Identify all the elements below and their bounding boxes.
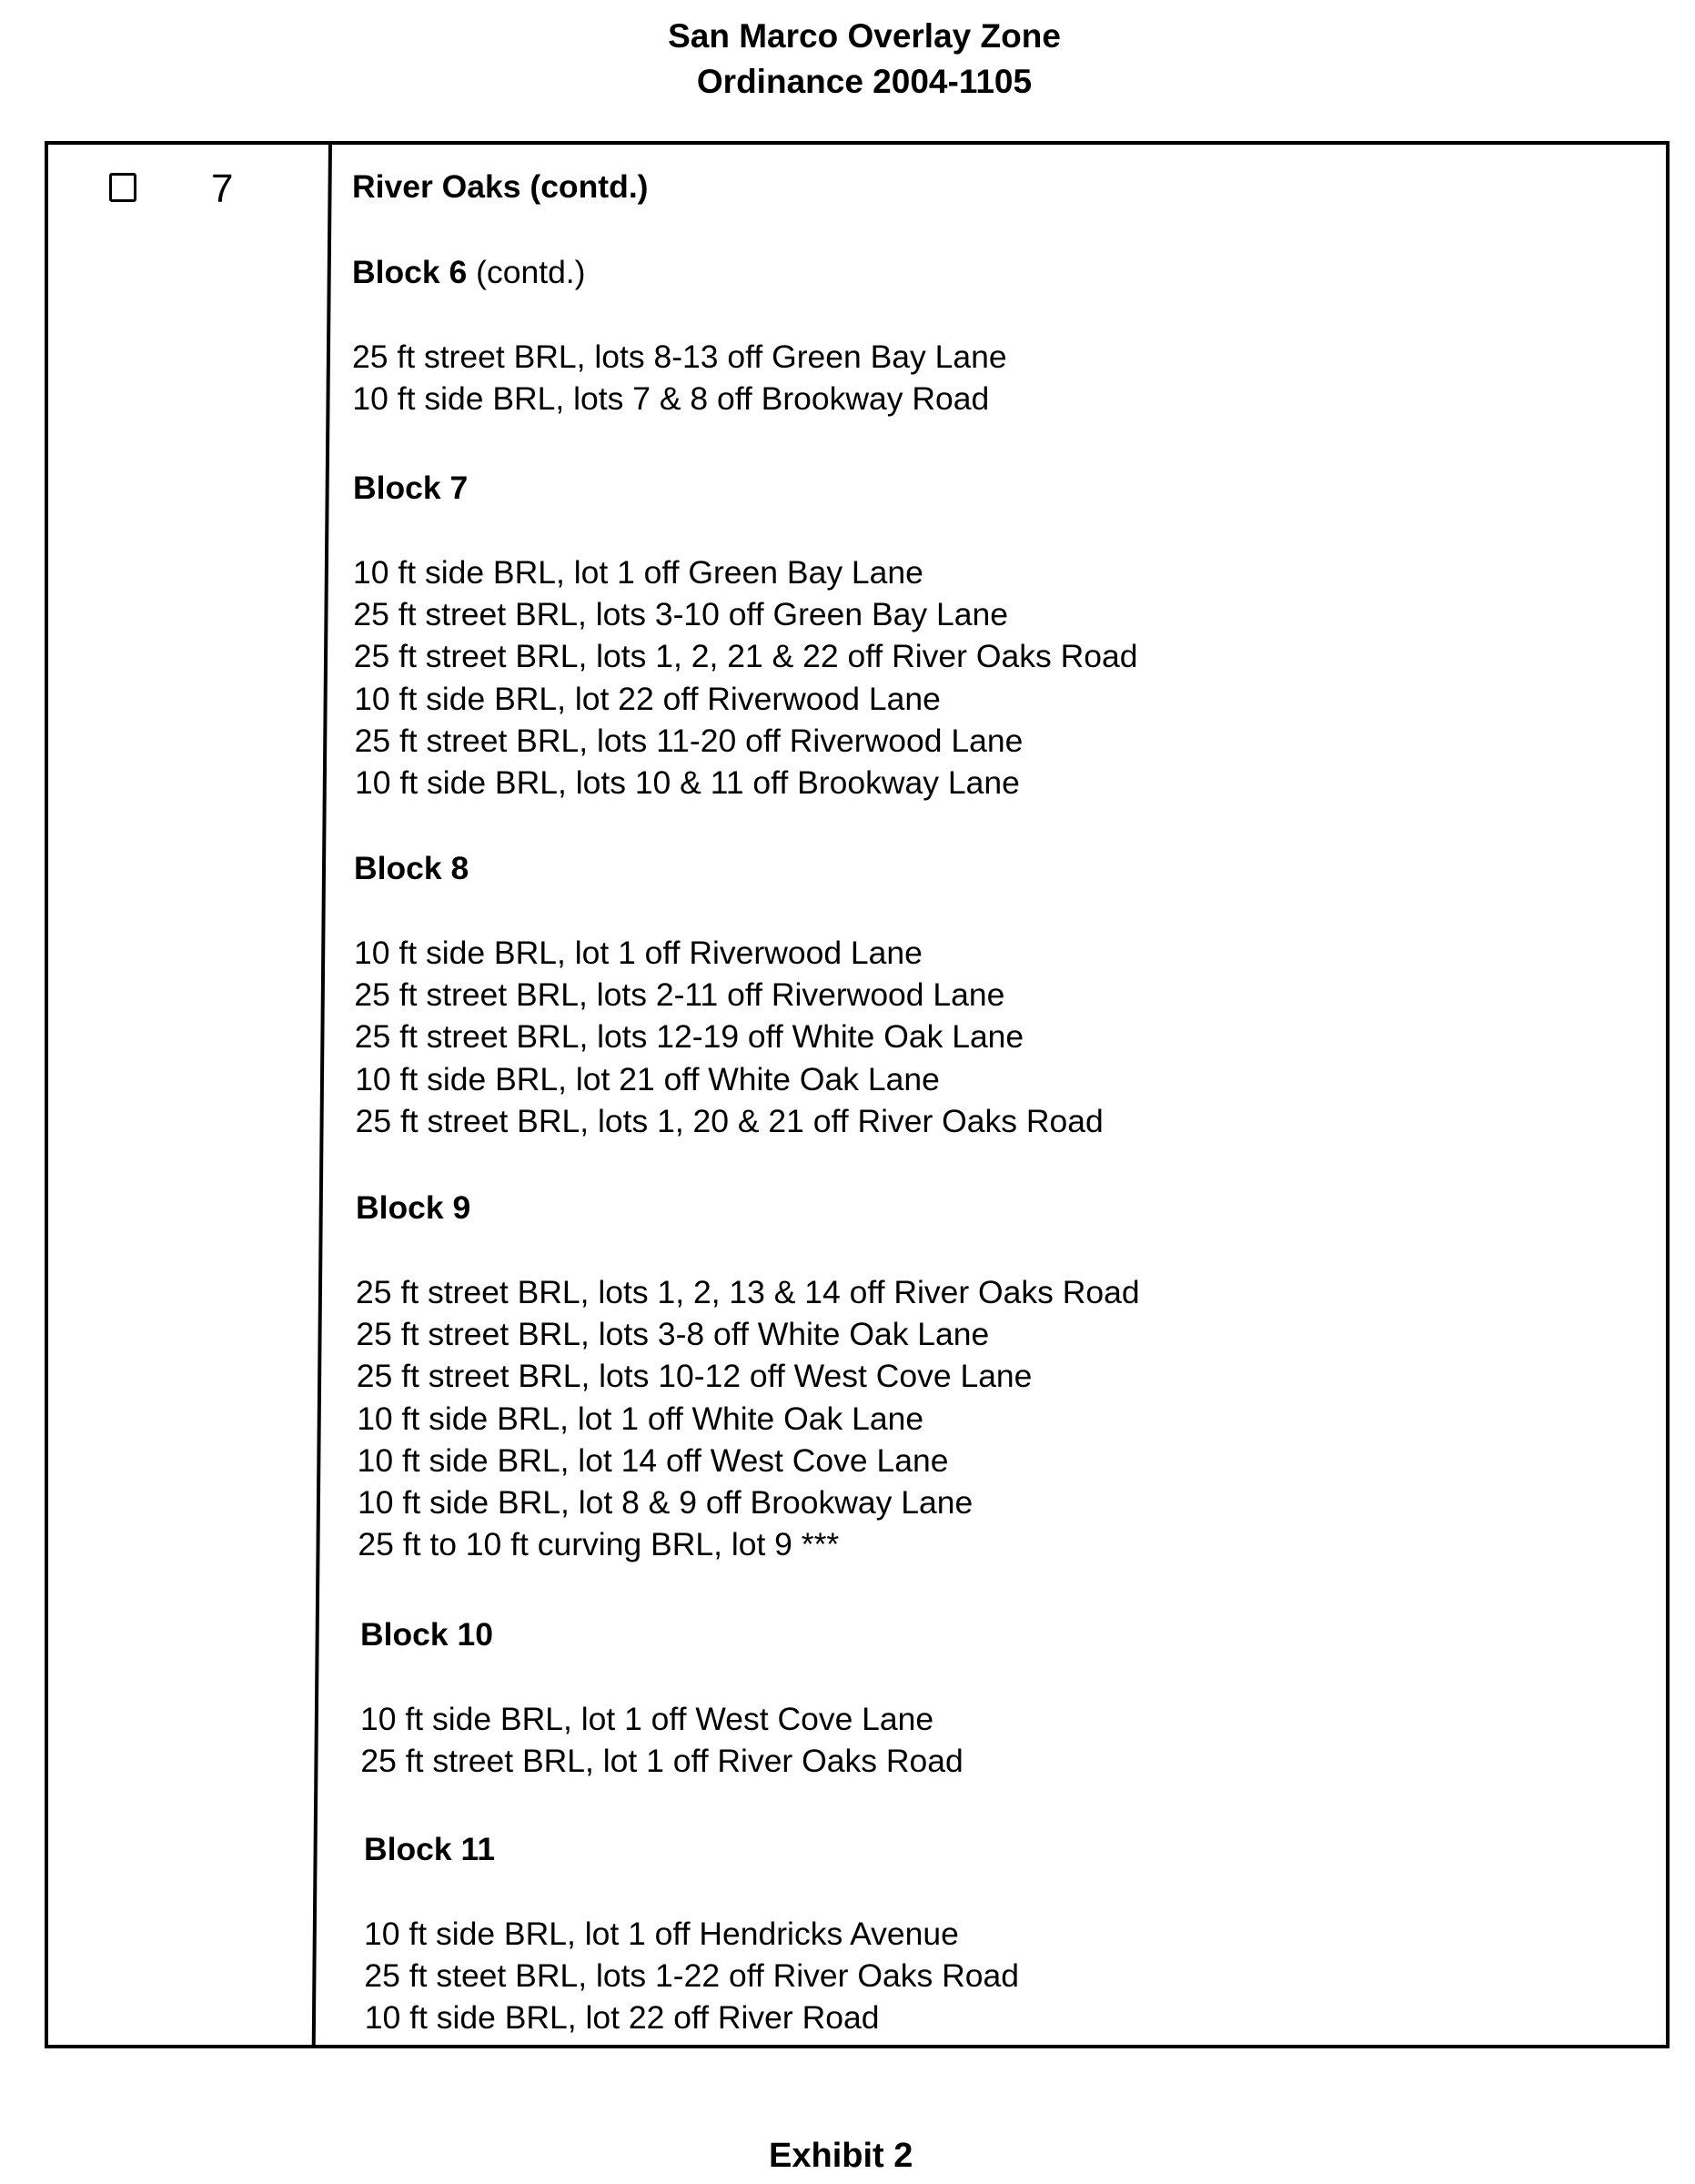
title-line-2: Ordinance 2004-1105: [696, 63, 1033, 100]
block-label: Block 8: [354, 850, 469, 886]
block-label: Block 6: [352, 254, 468, 290]
brl-entry: 25 ft street BRL, lots 12-19 off White Oak Lane: [354, 1018, 1024, 1056]
row-number: 7: [211, 167, 234, 211]
brl-entry: 10 ft side BRL, lot 22 off River Road: [364, 1999, 880, 2037]
brl-entry: 25 ft to 10 ft curving BRL, lot 9 ***: [358, 1526, 840, 1563]
brl-entry: 10 ft side BRL, lot 14 off West Cove Lane: [357, 1441, 949, 1479]
brl-entry: 25 ft street BRL, lots 1, 2, 21 & 22 off River Oaks Road: [353, 638, 1138, 675]
brl-entry: 25 ft street BRL, lots 10-12 off West Cove Lane: [356, 1358, 1033, 1395]
title-line-1: San Marco Overlay Zone: [668, 17, 1061, 55]
brl-entry: 25 ft street BRL, lot 1 off River Oaks Road: [360, 1743, 964, 1780]
block-label: Block 7: [353, 470, 469, 506]
exhibit-label: Exhibit 2: [769, 2137, 913, 2175]
block-heading: [364, 1831, 496, 1867]
block-heading: [360, 1616, 494, 1653]
brl-entry: 10 ft side BRL, lot 22 off Riverwood Lane: [354, 680, 941, 717]
brl-entry: 25 ft street BRL, lots 1, 20 & 21 off River Oaks Road: [355, 1102, 1104, 1139]
brl-entry: 25 ft street BRL, lots 2-11 off Riverwood Lane: [354, 976, 1005, 1014]
section-title: River Oaks (contd.): [352, 168, 649, 205]
block-heading: [353, 472, 468, 505]
brl-entry: 25 ft street BRL, lots 1, 2, 13 & 14 off River Oaks Road: [356, 1274, 1140, 1310]
brl-entry: 25 ft street BRL, lots 8-13 off Green Bay Lane: [352, 339, 1007, 375]
brl-entry: 25 ft street BRL, lots 3-10 off Green Bay Lane: [353, 596, 1009, 633]
block-heading: [354, 850, 469, 886]
block-label: Block 9: [356, 1189, 471, 1226]
block-label: Block 10: [360, 1616, 494, 1653]
brl-entry: 10 ft side BRL, lot 1 off West Cove Lane: [360, 1701, 934, 1737]
block-label: Block 11: [364, 1831, 496, 1867]
brl-entry: 10 ft side BRL, lot 1 off White Oak Lane: [357, 1400, 924, 1437]
brl-entry: 10 ft side BRL, lot 21 off White Oak Lane: [355, 1060, 940, 1097]
block-heading: [352, 254, 586, 290]
brl-entry: 10 ft side BRL, lot 8 & 9 off Brookway Lane: [358, 1484, 974, 1521]
brl-entry: 25 ft steet BRL, lots 1-22 off River Oaks Road: [364, 1957, 1019, 1995]
block-suffix: (contd.): [467, 254, 586, 290]
brl-entry: 25 ft street BRL, lots 3-8 off White Oak Lane: [356, 1316, 990, 1353]
brl-entry: 25 ft street BRL, lots 11-20 off Riverwood Lane: [354, 722, 1024, 759]
brl-entry: 10 ft side BRL, lot 1 off Hendricks Avenue: [364, 1916, 959, 1952]
row-checkbox[interactable]: [109, 173, 136, 202]
brl-entry: 10 ft side BRL, lots 10 & 11 off Brookway Lane: [355, 764, 1020, 801]
brl-entry: 10 ft side BRL, lots 7 & 8 off Brookway Road: [352, 380, 990, 418]
brl-entry: 10 ft side BRL, lot 1 off Riverwood Lane: [354, 935, 923, 971]
block-heading: [356, 1189, 471, 1226]
brl-entry: 10 ft side BRL, lot 1 off Green Bay Lane: [353, 554, 923, 591]
document-title: [0, 0, 1695, 100]
